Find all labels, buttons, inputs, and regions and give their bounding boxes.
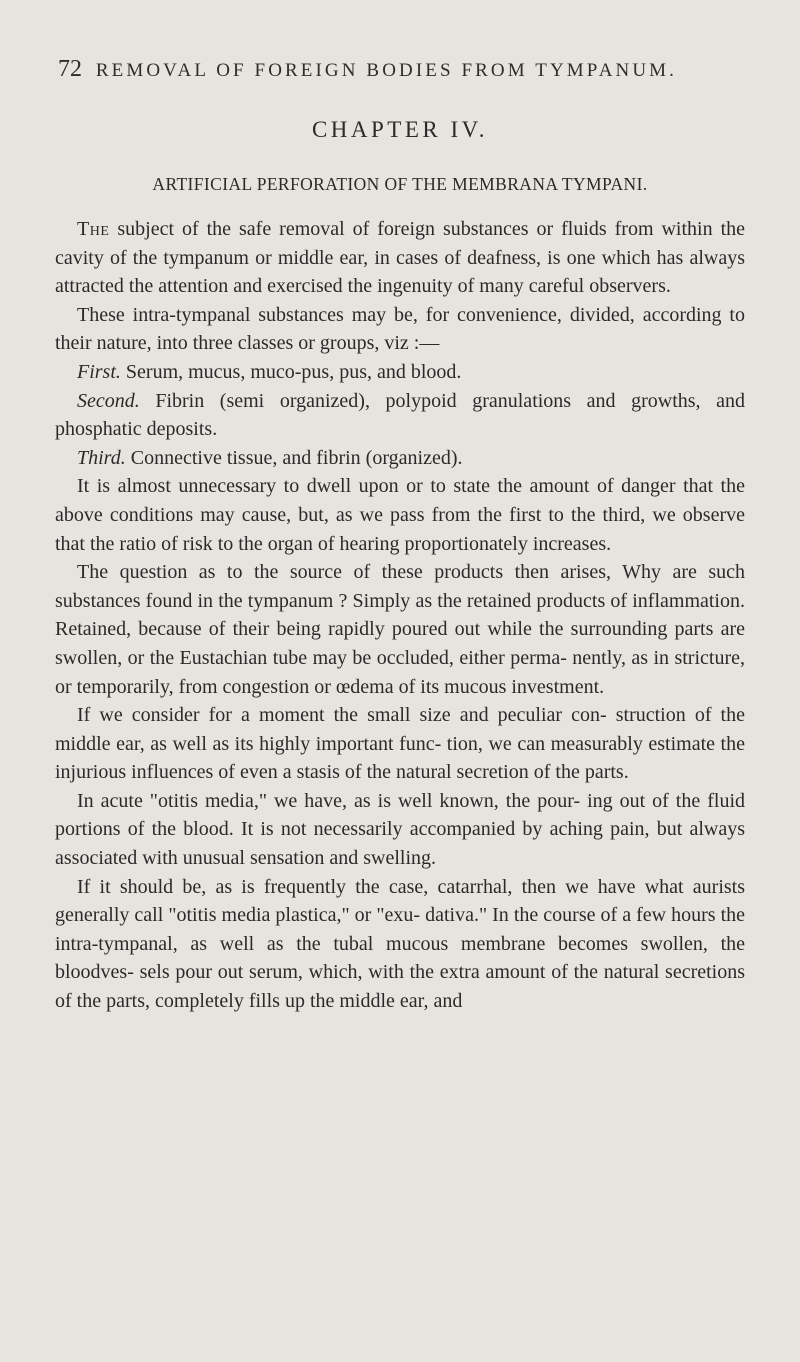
paragraph-lead-word: The [77, 218, 110, 240]
running-head [58, 56, 760, 83]
chapter-title: CHAPTER IV. [311, 117, 489, 142]
paragraph [55, 358, 745, 387]
paragraph-text: Fibrin (semi organized), polypoid granulations and growths, and phosphatic deposits. [55, 389, 745, 441]
body-text [55, 215, 745, 1016]
paragraph [55, 215, 745, 301]
paragraph: If it should be, as is frequently the case, catarrhal, then we have what aurists generally call "otitis media plastica," or "exu- dativa." In the course of a few hours the intra-tympanal, as well as the tubal mucous membrane becomes swollen, the bloodves- sels pour out serum, which, with the extra amount of the natural secretions of the parts, completely fills up the middle ear, and [55, 875, 745, 1013]
paragraph-text: subject of the safe removal of foreign substances or fluids from within the cavity of the tympanum or middle ear, in cases of deafness, is one which has always attracted the attention and exercised the ingenuity of many careful observers. [55, 218, 745, 298]
paragraph: In acute "otitis media," we have, as is well known, the pour- ing out of the fluid portions of the blood. It is not necessarily accompanied by aching pain, but always associated with unusual sensation and swelling. [55, 789, 745, 870]
running-head-title: REMOVAL OF FOREIGN BODIES FROM TYMPANUM. [95, 60, 678, 81]
chapter-subtitle: ARTIFICIAL PERFORATION OF THE MEMBRANA TYMPANI. [152, 174, 648, 194]
paragraph-text: Serum, mucus, muco-pus, pus, and blood. [120, 360, 462, 383]
paragraph: The question as to the source of these products then arises, Why are such substances found in the tympanum ? Simply as the retained products of inflammation. Retained, because of their being rapidly poured out while the surrounding parts are swollen, or the Eustachian tube may be occluded, either perma- nently, as in stricture, or temporarily, from congestion or œdema of its mucous investment. [55, 561, 745, 698]
paragraph [55, 444, 745, 473]
paragraph: If we consider for a moment the small size and peculiar con- struction of the middle ear, as well as its highly important func- tion, we can measurably estimate the injurious influences of even a stasis of the natural secretion of the parts. [55, 704, 745, 784]
paragraph-text: Connective tissue, and fibrin (organized). [125, 446, 463, 469]
paragraph: These intra-tympanal substances may be, for convenience, divided, according to their nature, into three classes or groups, viz :— [55, 303, 745, 355]
list-label: Third. [77, 446, 126, 469]
list-label: Second. [77, 389, 140, 412]
paragraph: It is almost unnecessary to dwell upon or to state the amount of danger that the above conditions may cause, but, as we pass from the first to the third, we observe that the ratio of risk to the organ of hearing proportionately increases. [55, 475, 745, 555]
page-number: 72 [58, 56, 82, 82]
list-label: First. [77, 360, 121, 383]
paragraph [55, 387, 745, 444]
